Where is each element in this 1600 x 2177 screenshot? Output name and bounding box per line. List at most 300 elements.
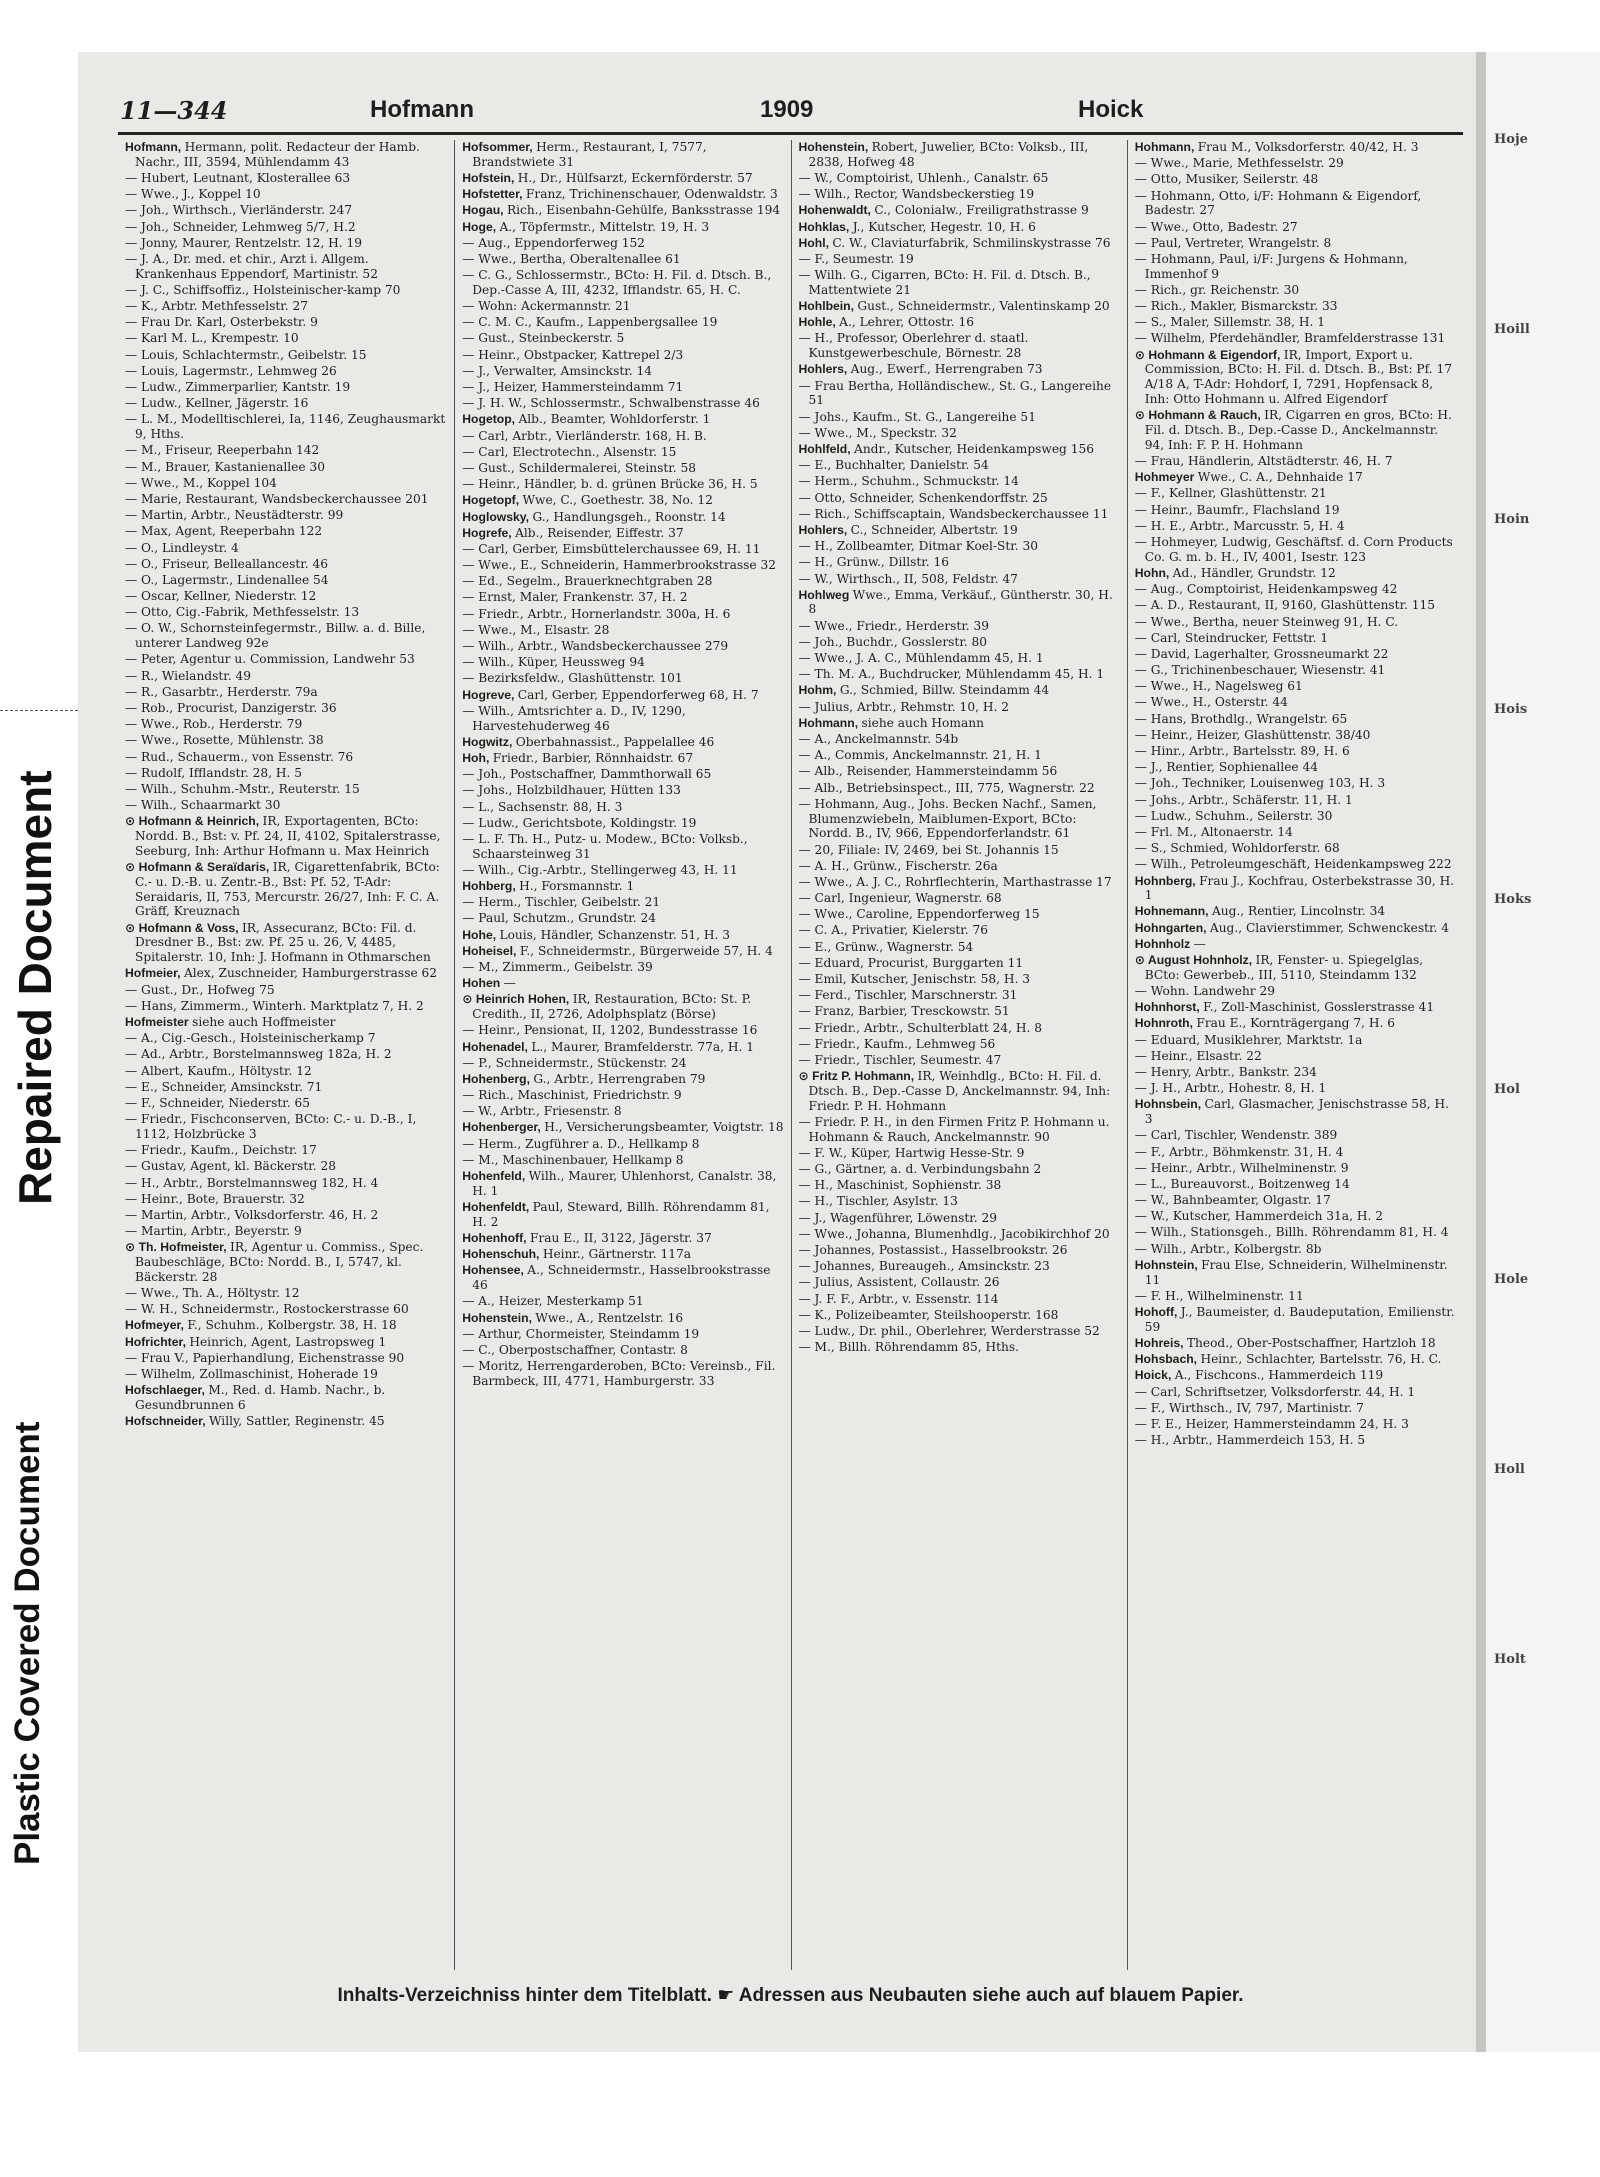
entry-name: Hohle,	[798, 315, 840, 330]
directory-entry	[125, 814, 447, 858]
directory-entry	[125, 236, 447, 251]
directory-entry	[1135, 535, 1456, 565]
entry-text: — Friedr. P. H., in den Firmen Fritz P. Hohmann u. Hohmann & Rauch, Anckelmannstr. 90	[798, 1114, 1110, 1144]
entry-text: — H., Arbtr., Borstelmannsweg 182, H. 4	[125, 1175, 379, 1190]
entry-name: Hofsommer,	[462, 140, 537, 154]
entry-text: — Johs., Arbtr., Schäferstr. 11, H. 1	[1134, 792, 1353, 807]
directory-entry	[462, 1056, 783, 1071]
entry-text: H., Dr., Hülfsarzt, Eckernförderstr. 57	[517, 170, 753, 185]
entry-name: ⊙ Hofmann & Heinrich,	[125, 814, 263, 829]
entry-text: L., Maurer, Bramfelderstr. 77a, H. 1	[531, 1039, 755, 1054]
entry-name: Hohklas,	[798, 219, 853, 234]
directory-entry	[1135, 1401, 1456, 1416]
entry-text: — Wilh., Küper, Heussweg 94	[462, 655, 645, 670]
directory-entry	[125, 766, 447, 781]
entry-text: — Rob., Procurist, Danzigerstr. 36	[125, 701, 337, 715]
directory-entry	[125, 331, 447, 346]
directory-entry	[799, 635, 1120, 650]
directory-entry	[125, 1192, 447, 1207]
entry-text: — Gust., Dr., Hofweg 75	[125, 982, 275, 997]
directory-entry	[1135, 1033, 1456, 1048]
entry-text: Alex, Zuschneider, Hamburgerstrasse 62	[183, 966, 438, 981]
entry-text: — Jonny, Maurer, Rentzelstr. 12, H. 19	[125, 235, 363, 250]
entry-text: M., Red. d. Hamb. Nachr., b. Gesundbrunnen 6	[135, 1383, 386, 1412]
entry-text: — F., Schneider, Niederstr. 65	[125, 1095, 310, 1110]
directory-entry	[799, 956, 1120, 971]
entry-text: Gust., Schneidermstr., Valentinskamp 20	[857, 299, 1110, 314]
entry-text: — Louis, Schlachtermstr., Geibelstr. 15	[125, 347, 367, 362]
first-entry-name: Hofmann	[370, 96, 474, 123]
year: 1909	[760, 96, 814, 123]
entry-text: — Ferd., Tischler, Marschnerstr. 31	[798, 988, 1018, 1003]
entry-text: — Carl, Electrotechn., Alsenstr. 15	[462, 444, 677, 459]
entry-text: C., Colonialw., Freiligrathstrasse 9	[874, 203, 1089, 218]
entry-text: — H., Professor, Oberlehrer d. staatl. Kunstgewerbeschule, Börnestr. 28	[798, 331, 1029, 361]
directory-entry	[1135, 598, 1456, 613]
entry-name: ⊙ Hofmann & Voss,	[125, 920, 242, 935]
column-4	[1127, 140, 1463, 1970]
directory-entry	[1135, 283, 1456, 298]
directory-entry	[799, 764, 1120, 779]
directory-entry	[125, 589, 447, 604]
directory-entry	[462, 315, 783, 330]
entry-text: — R., Wielandstr. 49	[125, 668, 251, 683]
entry-name: Hohnhorst,	[1134, 1000, 1204, 1015]
entry-text: — Henry, Arbtr., Bankstr. 234	[1134, 1064, 1317, 1079]
directory-entry	[1135, 503, 1456, 518]
directory-entry	[799, 252, 1120, 267]
entry-name: Hoick,	[1134, 1368, 1175, 1383]
directory-entry	[462, 1311, 783, 1326]
directory-entry	[462, 187, 783, 202]
entry-text: Louis, Händler, Schanzenstr. 51, H. 3	[499, 927, 730, 942]
directory-entry	[1135, 470, 1456, 485]
directory-entry	[799, 1194, 1120, 1209]
entry-text: — J. C., Schiffsoffiz., Holsteinischer-kamp 70	[125, 282, 401, 297]
directory-entry	[125, 652, 447, 667]
directory-entry	[1135, 760, 1456, 775]
directory-entry	[462, 688, 783, 703]
entry-name: Hohenstein,	[462, 1310, 536, 1325]
entry-text: — Rich., gr. Reichenstr. 30	[1134, 282, 1300, 297]
directory-entry	[1135, 315, 1456, 330]
directory-entry	[1135, 236, 1456, 251]
entry-text: — Rich., Makler, Bismarckstr. 33	[1134, 299, 1338, 314]
entry-name: Hohoff,	[1134, 1305, 1181, 1319]
entry-name: Hogrefe,	[462, 525, 516, 540]
entry-text: — A. H., Grünw., Fischerstr. 26a	[798, 858, 998, 873]
plastic-covered-label: Plastic Covered Document	[8, 1421, 47, 1865]
directory-entry	[125, 1143, 447, 1158]
entry-text: — G., Gärtner, a. d. Verbindungsbahn 2	[798, 1162, 1042, 1177]
page-header	[120, 96, 1460, 132]
entry-text: — C. A., Privatier, Kielerstr. 76	[798, 923, 988, 938]
directory-entry	[125, 315, 447, 330]
directory-entry	[799, 1069, 1120, 1113]
entry-text: — S., Schmied, Wohldorferstr. 68	[1134, 841, 1340, 856]
entry-text: — Wwe., J. A. C., Mühlendamm 45, H. 1	[798, 651, 1044, 666]
directory-entry	[1135, 1161, 1456, 1176]
directory-entry	[799, 923, 1120, 938]
entry-text: — Johannes, Bureaugeh., Amsinckstr. 23	[798, 1259, 1050, 1274]
entry-text: Wwe., C. A., Dehnhaide 17	[1197, 470, 1363, 485]
directory-entry	[462, 928, 783, 943]
directory-entry	[799, 588, 1120, 618]
entry-name: Hohm,	[798, 683, 840, 698]
directory-entry	[462, 477, 783, 492]
directory-entry	[1135, 189, 1456, 219]
entry-name: Hofmeister	[125, 1015, 193, 1030]
directory-entry	[125, 396, 447, 411]
entry-text: — Frl. M., Altonaerstr. 14	[1134, 824, 1293, 839]
entry-name: Hohnstein,	[1134, 1257, 1202, 1272]
entry-text: — S., Maler, Sillemstr. 38, H. 1	[1134, 315, 1326, 330]
entry-name: Hohsbach,	[1134, 1352, 1201, 1367]
adjacent-page-fragment: Hoks	[1494, 892, 1532, 907]
entry-text: — Frau, Händlerin, Altstädterstr. 46, H. 7	[1134, 454, 1393, 469]
columns	[118, 140, 1463, 1970]
entry-text: — F. W., Küper, Hartwig Hesse-Str. 9	[798, 1145, 1025, 1160]
directory-entry	[799, 972, 1120, 987]
entry-text: Alb., Beamter, Wohldorferstr. 1	[518, 412, 711, 427]
entry-text: Willy, Sattler, Reginenstr. 45	[208, 1414, 385, 1429]
entry-text: — Heinr., Obstpacker, Kattrepel 2/3	[462, 347, 684, 362]
entry-text: — Hohmeyer, Ludwig, Geschäftsf. d. Corn Products Co. G. m. b. H., IV, 4001, Isestr. 123	[1134, 534, 1453, 564]
page-shadow	[1476, 52, 1486, 2052]
directory-entry	[462, 1169, 783, 1199]
entry-text: — Wilh., Rector, Wandsbeckerstieg 19	[798, 187, 1035, 202]
directory-entry	[462, 574, 783, 589]
entry-text: — M., Friseur, Reeperbahn 142	[125, 443, 320, 458]
directory-entry	[1135, 1417, 1456, 1432]
entry-name: Hoge,	[462, 219, 500, 234]
adjacent-page-fragment: Hol	[1494, 1082, 1520, 1097]
entry-name: Hohenschuh,	[462, 1247, 543, 1262]
directory-entry	[462, 1200, 783, 1230]
entry-text: — Otto, Musiker, Seilerstr. 48	[1134, 172, 1319, 187]
entry-text: — Albert, Kaufm., Höltystr. 12	[125, 1063, 312, 1078]
entry-text: — Johannes, Postassist., Hasselbrookstr. 26	[798, 1243, 1068, 1258]
directory-entry	[462, 607, 783, 622]
entry-text: — Marie, Restaurant, Wandsbeckerchaussee 201	[125, 491, 429, 506]
entry-text: — Julius, Assistent, Collaustr. 26	[798, 1275, 1000, 1290]
entry-name: ⊙ Heinrich Hohen,	[462, 992, 573, 1007]
directory-entry	[462, 623, 783, 638]
directory-entry	[125, 460, 447, 475]
directory-entry	[125, 573, 447, 588]
directory-entry	[799, 523, 1120, 538]
entry-text: — Joh., Buchdr., Gosslerstr. 80	[798, 634, 988, 649]
directory-entry	[1135, 408, 1456, 452]
directory-entry	[1135, 1065, 1456, 1080]
entry-text: — Wilh., Cig.-Arbtr., Stellingerweg 43, H. 11	[462, 862, 738, 877]
entry-text: — F., Kellner, Glashüttenstr. 21	[1134, 486, 1327, 501]
directory-entry	[125, 999, 447, 1014]
entry-text: — W. H., Schneidermstr., Rostockerstrasse 60	[125, 1302, 409, 1317]
directory-entry	[1135, 1049, 1456, 1064]
entry-text: — Wwe., H., Osterstr. 44	[1134, 695, 1288, 710]
entry-name: Hohenhoff,	[462, 1231, 530, 1246]
directory-entry	[462, 1104, 783, 1119]
entry-text: — Wilh. G., Cigarren, BCto: H. Fil. d. Dtsch. B., Mattentwiete 21	[798, 268, 1091, 297]
directory-entry	[462, 655, 783, 670]
directory-entry	[799, 891, 1120, 906]
entry-text: — Moritz, Herrengarderoben, BCto: Vereinsb., Fil. Barmbeck, III, 4771, Hamburgerstr. 33	[462, 1359, 776, 1388]
last-entry-name: Hoick	[1078, 96, 1144, 123]
entry-text: — M., Billh. Röhrendamm 85, Hths.	[798, 1340, 1019, 1355]
entry-text: — H., Grünw., Dillstr. 16	[798, 555, 950, 570]
directory-entry	[125, 299, 447, 314]
directory-entry	[462, 412, 783, 427]
directory-entry	[462, 171, 783, 186]
entry-text: — Gustav, Agent, kl. Bäckerstr. 28	[125, 1159, 336, 1174]
directory-entry	[1135, 454, 1456, 469]
entry-text: — Wwe., Marie, Methfesselstr. 29	[1134, 156, 1344, 171]
directory-entry	[462, 879, 783, 894]
entry-text: G., Arbtr., Herrengraben 79	[533, 1071, 706, 1086]
directory-entry	[799, 1146, 1120, 1161]
entry-text: — Martin, Arbtr., Beyerstr. 9	[125, 1224, 302, 1239]
entry-text: Frau J., Kochfrau, Osterbekstrasse 30, H. 1	[1144, 873, 1455, 903]
directory-entry	[462, 1137, 783, 1152]
directory-entry	[1135, 728, 1456, 743]
directory-entry	[1135, 809, 1456, 824]
entry-text: — Gust., Schildermalerei, Steinstr. 58	[462, 460, 697, 475]
entry-text: Frau Else, Schneiderin, Wilhelminenstr. 11	[1144, 1257, 1448, 1287]
entry-text: — Hans, Brothdlg., Wrangelstr. 65	[1134, 711, 1348, 726]
entry-text: Frau M., Volksdorferstr. 40/42, H. 3	[1197, 140, 1419, 154]
directory-entry	[1135, 663, 1456, 678]
entry-text: — Wwe., A. J. C., Rohrflechterin, Marthastrasse 17	[798, 874, 1112, 889]
directory-entry	[462, 590, 783, 605]
entry-text: — Wwe., Otto, Badestr. 27	[1134, 219, 1298, 234]
entry-name: Hohlbein,	[798, 299, 858, 314]
directory-entry	[125, 983, 447, 998]
directory-entry	[1135, 1016, 1456, 1031]
directory-entry	[462, 364, 783, 379]
entry-text: — Ernst, Maler, Frankenstr. 37, H. 2	[462, 590, 688, 605]
directory-entry	[462, 1231, 783, 1246]
directory-entry	[125, 1224, 447, 1239]
entry-name: Hohmann,	[798, 715, 862, 730]
cut-line	[0, 710, 78, 711]
adjacent-page-fragment: Holt	[1494, 1652, 1526, 1667]
entry-text: — W., Comptoirist, Uhlenh., Canalstr. 65	[798, 170, 1049, 185]
directory-entry	[462, 944, 783, 959]
directory-entry	[1135, 631, 1456, 646]
directory-entry	[799, 716, 1120, 731]
entry-text: — Carl, Gerber, Eimsbüttelerchaussee 69, H. 11	[462, 541, 761, 556]
directory-entry	[1135, 825, 1456, 840]
entry-text: — F. H., Wilhelminenstr. 11	[1134, 1288, 1304, 1303]
directory-entry	[1135, 679, 1456, 694]
entry-text: Carl, Gerber, Eppendorferweg 68, H. 7	[517, 687, 759, 702]
entry-text: Wwe., Emma, Verkäuf., Güntherstr. 30, H. 8	[808, 587, 1113, 617]
directory-entry	[125, 380, 447, 395]
entry-text: — F., Wirthsch., IV, 797, Martinistr. 7	[1134, 1400, 1364, 1415]
entry-text: — A., Heizer, Mesterkamp 51	[462, 1294, 644, 1309]
directory-entry	[1135, 1385, 1456, 1400]
entry-text: IR, Assecuranz, BCto: Fil. d. Dresdner B., Bst: zw. Pf. 25 u. 26, V, 4485, Spitalerstr. 10, Inh: J. Hofmann in Othmarschen	[135, 920, 431, 965]
entry-text: Aug., Ewerf., Herrengraben 73	[850, 362, 1043, 377]
directory-entry	[462, 832, 783, 862]
entry-text: — Wwe., Friedr., Herderstr. 39	[798, 618, 990, 633]
entry-text: — Wilh., Petroleumgeschäft, Heidenkampsweg 222	[1134, 857, 1452, 872]
entry-name: Hohnroth,	[1134, 1016, 1197, 1031]
directory-entry	[799, 410, 1120, 425]
entry-name: Hofschlaeger,	[125, 1383, 209, 1398]
entry-text: — Eduard, Procurist, Burggarten 11	[798, 955, 1024, 970]
directory-entry	[1135, 1336, 1456, 1351]
entry-text: Wilh., Maurer, Uhlenhorst, Canalstr. 38, H. 1	[472, 1169, 777, 1198]
entry-text: — J., Rentier, Sophienallee 44	[1134, 760, 1319, 775]
directory-entry	[1135, 1097, 1456, 1127]
directory-entry	[799, 1340, 1120, 1355]
entry-text: Ad., Händler, Grundstr. 12	[1172, 565, 1336, 580]
entry-text: — L., Sachsenstr. 88, H. 3	[462, 799, 623, 814]
directory-entry	[462, 140, 783, 170]
directory-entry	[125, 605, 447, 620]
entry-text: — L., Bureauvorst., Boitzenweg 14	[1134, 1176, 1350, 1191]
entry-text: — F., Arbtr., Böhmkenstr. 31, H. 4	[1134, 1144, 1344, 1159]
entry-text: — M., Zimmerm., Geibelstr. 39	[462, 960, 653, 974]
entry-text: — Hinr., Arbtr., Bartelsstr. 89, H. 6	[1134, 744, 1350, 758]
entry-text: G., Handlungsgeh., Roonstr. 14	[532, 509, 726, 524]
entry-text: — O., Lagermstr., Lindenallee 54	[125, 572, 329, 587]
entry-text: — Peter, Agentur u. Commission, Landwehr 53	[125, 652, 415, 667]
directory-entry	[1135, 1177, 1456, 1192]
entry-text: — Heinr., Heizer, Glashüttenstr. 38/40	[1134, 727, 1371, 742]
entry-text: — M., Maschinenbauer, Hellkamp 8	[462, 1152, 684, 1167]
directory-entry	[462, 461, 783, 476]
directory-entry	[125, 733, 447, 748]
entry-text: — Hohmann, Aug., Johs. Becken Nachf., Samen, Blumenzwiebeln, Maiblumen-Export, BCto: Nordd. B., IV, 966, Eppendorferlandstr. 61	[798, 796, 1097, 841]
entry-text: — L. M., Modelltischlerei, Ia, 1146, Zeughausmarkt 9, Hths.	[125, 412, 446, 442]
entry-text: — Heinr., Elsastr. 22	[1134, 1048, 1262, 1063]
entry-text: — Wwe., Caroline, Eppendorferweg 15	[798, 907, 1040, 922]
directory-entry	[1135, 252, 1456, 282]
entry-text: Wwe, C., Goethestr. 38, No. 12	[522, 493, 713, 508]
directory-entry	[125, 1080, 447, 1095]
directory-entry	[1135, 1242, 1456, 1257]
directory-entry	[462, 1327, 783, 1342]
entry-text: Frau E., Kornträgergang 7, H. 6	[1196, 1016, 1395, 1031]
directory-entry	[462, 704, 783, 734]
directory-entry	[799, 940, 1120, 955]
directory-entry	[462, 526, 783, 541]
directory-entry	[799, 1324, 1120, 1339]
directory-entry	[462, 960, 783, 975]
directory-entry	[799, 236, 1120, 251]
entry-name: Hogwitz,	[462, 734, 516, 749]
entry-text: C., Schneider, Albertstr. 19	[850, 522, 1018, 537]
directory-entry	[462, 331, 783, 346]
directory-entry	[1135, 566, 1456, 581]
entry-text: — Ludw., Dr. phil., Oberlehrer, Werderstrasse 52	[798, 1323, 1100, 1338]
entry-text: — Rudolf, Ifflandstr. 28, H. 5	[125, 765, 303, 780]
entry-text: IR, Fenster- u. Spiegelglas, BCto: Gewerbeb., III, 5110, Steindamm 132	[1144, 953, 1424, 982]
directory-entry	[462, 783, 783, 798]
directory-entry	[462, 1023, 783, 1038]
entry-text: — G., Trichinenbeschauer, Wiesenstr. 41	[1134, 663, 1386, 678]
entry-text: — Wwe., M., Koppel 104	[125, 475, 277, 490]
entry-text: — Herm., Schuhm., Schmuckstr. 14	[798, 474, 1019, 489]
directory-entry	[799, 268, 1120, 298]
entry-name: Hofstetter,	[462, 187, 526, 202]
directory-entry	[799, 781, 1120, 796]
entry-text: — Louis, Lagermstr., Lehmweg 26	[125, 363, 337, 378]
entry-name: Hohlweg	[798, 587, 853, 602]
directory-entry	[799, 700, 1120, 715]
entry-text: IR, Exportagenten, BCto: Nordd. B., Bst: v. Pf. 24, II, 4102, Spitalerstrasse, Seeburg, Inh: Arthur Hofmann u. Max Heinrich	[135, 814, 441, 858]
entry-name: Hoh,	[462, 750, 493, 765]
entry-text: — Johs., Kaufm., St. G., Langereihe 51	[798, 409, 1036, 424]
entry-text: — J. A., Dr. med. et chir., Arzt i. Allgem. Krankenhaus Eppendorf, Martinistr. 52	[125, 251, 378, 281]
entry-text: Aug., Clavierstimmer, Schwenckestr. 4	[1209, 920, 1449, 935]
adjacent-page-fragment: Hois	[1494, 702, 1528, 717]
entry-text: — F., Seumestr. 19	[798, 251, 914, 266]
entry-name: Hohenstein,	[798, 140, 872, 154]
entry-text: — Wilh., Schuhm.-Mstr., Reuterstr. 15	[125, 781, 360, 796]
entry-name: Hohenadel,	[462, 1039, 532, 1054]
entry-text: F., Schuhm., Kolbergstr. 38, H. 18	[187, 1318, 397, 1333]
entry-text: F., Schneidermstr., Bürgerweide 57, H. 4	[519, 943, 773, 958]
entry-text: — C., Oberpostschaffner, Contastr. 8	[462, 1342, 688, 1357]
entry-text: Rich., Eisenbahn-Gehülfe, Banksstrasse 194	[506, 203, 781, 218]
entry-text: — Aug., Eppendorferweg 152	[462, 235, 646, 250]
directory-entry	[799, 732, 1120, 747]
directory-entry	[1135, 1145, 1456, 1160]
entry-text: — K., Arbtr. Methfesselstr. 27	[125, 299, 309, 314]
directory-entry	[799, 1243, 1120, 1258]
directory-entry	[125, 541, 447, 556]
entry-text: — J., Heizer, Hammersteindamm 71	[462, 380, 684, 395]
entry-text: — Emil, Kutscher, Jenischstr. 58, H. 3	[798, 972, 1031, 987]
column-2	[454, 140, 790, 1970]
page-number: 11—344	[120, 96, 228, 125]
entry-text: — Carl, Schriftsetzer, Volksdorferstr. 44, H. 1	[1134, 1384, 1416, 1399]
entry-text: — Joh., Techniker, Louisenweg 103, H. 3	[1134, 776, 1386, 791]
directory-entry	[462, 236, 783, 251]
directory-entry	[125, 750, 447, 765]
entry-text: H., Forsmannstr. 1	[519, 879, 635, 894]
entry-name: ⊙ Hohmann & Eigendorf,	[1134, 347, 1284, 362]
entry-text: J., Kutscher, Hegestr. 10, H. 6	[852, 219, 1036, 234]
directory-entry	[125, 1383, 447, 1413]
entry-text: — Wohn: Ackermannstr. 21	[462, 299, 631, 314]
directory-entry	[462, 1247, 783, 1262]
entry-text: — Eduard, Musiklehrer, Marktstr. 1a	[1134, 1032, 1363, 1047]
header-rule	[118, 132, 1463, 135]
directory-entry	[1135, 712, 1456, 727]
entry-text: — Wilh., Schaarmarkt 30	[125, 798, 281, 813]
entry-text: — Wilhelm, Zollmaschinist, Hoherade 19	[125, 1366, 378, 1381]
entry-name: Hohnholz	[1134, 936, 1194, 951]
entry-text: — Max, Agent, Reeperbahn 122	[125, 524, 323, 539]
entry-text: — Friedr., Kaufm., Deichstr. 17	[125, 1143, 317, 1158]
entry-text: — 20, Filiale: IV, 2469, bei St. Johannis 15	[798, 842, 1059, 857]
directory-entry	[799, 651, 1120, 666]
directory-entry	[1135, 1305, 1456, 1335]
entry-name: Hohenfeld,	[462, 1169, 529, 1184]
directory-entry	[125, 621, 447, 651]
directory-entry	[462, 1359, 783, 1389]
directory-entry	[1135, 1289, 1456, 1304]
entry-name: Hohlfeld,	[798, 442, 855, 456]
directory-entry	[125, 1047, 447, 1062]
directory-entry	[799, 1227, 1120, 1242]
entry-text: — Wilh., Arbtr., Wandsbeckerchaussee 279	[462, 639, 729, 654]
